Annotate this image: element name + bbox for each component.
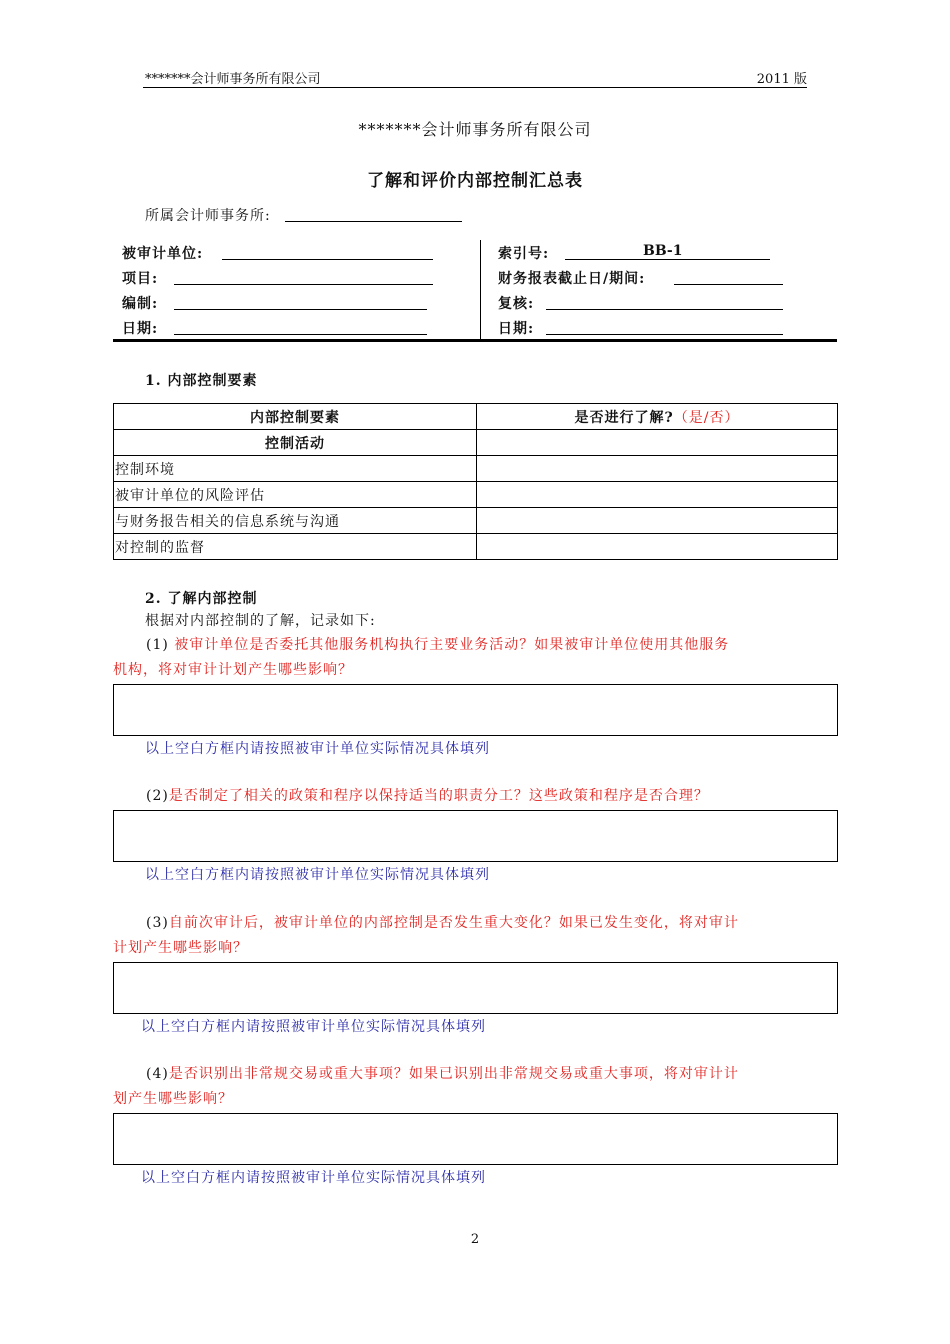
project-field[interactable] bbox=[174, 284, 433, 285]
box-note-3: 以上空白方框内请按照被审计单位实际情况具体填列 bbox=[141, 1019, 486, 1035]
question-3-number: (3) bbox=[146, 915, 169, 931]
table-row bbox=[114, 508, 838, 534]
office-label: 所属会计师事务所: bbox=[145, 208, 271, 224]
entity-label: 被审计单位: bbox=[122, 246, 204, 262]
answer-box-4[interactable] bbox=[113, 1113, 838, 1165]
table-header-row bbox=[114, 404, 838, 430]
question-4-text-line2: 划产生哪些影响？ bbox=[113, 1091, 233, 1107]
date-label-right: 日期: bbox=[498, 321, 535, 337]
question-2 bbox=[113, 784, 838, 809]
date-label-left: 日期: bbox=[122, 321, 159, 337]
col-header-yes-no: （是/否） bbox=[673, 409, 740, 426]
box-note-4: 以上空白方框内请按照被审计单位实际情况具体填列 bbox=[141, 1170, 486, 1186]
col-header-elements: 内部控制要素 bbox=[114, 404, 477, 430]
question-4-text-line1: 是否识别出非常规交易或重大事项？如果已识别出非常规交易或重大事项，将对审计计 bbox=[168, 1066, 739, 1082]
prepared-field[interactable] bbox=[174, 309, 427, 310]
question-1-text-line2: 机构，将对审计计划产生哪些影响？ bbox=[113, 662, 353, 678]
row-label: 与财务报告相关的信息系统与沟通 bbox=[114, 508, 477, 534]
header-edition: 2011 版 bbox=[756, 72, 807, 87]
question-2-text-line1: 是否制定了相关的政策和程序以保持适当的职责分工？这些政策和程序是否合理？ bbox=[168, 788, 709, 804]
col-header-understood-text: 是否进行了解? bbox=[574, 409, 674, 426]
table-row bbox=[114, 456, 838, 482]
info-divider bbox=[480, 240, 481, 339]
page-title: 了解和评价内部控制汇总表 bbox=[367, 171, 583, 191]
header-firm-name: *******会计师事务所有限公司 bbox=[145, 72, 321, 87]
cell-answer[interactable] bbox=[477, 534, 838, 560]
section2-intro: 根据对内部控制的了解，记录如下: bbox=[145, 613, 376, 629]
table-row bbox=[114, 534, 838, 560]
question-4 bbox=[113, 1062, 838, 1112]
question-1-text-line1: 被审计单位是否委托其他服务机构执行主要业务活动？如果被审计单位使用其他服务 bbox=[174, 637, 730, 653]
section1-heading: 1. 内部控制要素 bbox=[145, 373, 258, 389]
date-field-left[interactable] bbox=[174, 334, 427, 335]
question-1 bbox=[113, 633, 838, 683]
office-field[interactable] bbox=[285, 221, 462, 222]
cell-answer[interactable] bbox=[477, 430, 838, 456]
cell-answer[interactable] bbox=[477, 508, 838, 534]
question-1-number: (1) bbox=[146, 637, 169, 653]
index-value: BB-1 bbox=[643, 243, 683, 259]
answer-box-1[interactable] bbox=[113, 684, 838, 736]
box-note-2: 以上空白方框内请按照被审计单位实际情况具体填列 bbox=[145, 867, 490, 883]
row-label: 控制环境 bbox=[114, 456, 477, 482]
col-header-understood bbox=[477, 404, 838, 430]
period-label: 财务报表截止日/期间: bbox=[498, 271, 646, 287]
period-field[interactable] bbox=[674, 284, 783, 285]
entity-field[interactable] bbox=[222, 259, 433, 260]
table-row bbox=[114, 430, 838, 456]
page-number: 2 bbox=[470, 1232, 480, 1247]
row-label: 被审计单位的风险评估 bbox=[114, 482, 477, 508]
row-control-activities: 控制活动 bbox=[114, 430, 477, 456]
cell-answer[interactable] bbox=[477, 482, 838, 508]
question-4-number: (4) bbox=[146, 1066, 169, 1082]
index-field[interactable] bbox=[565, 259, 770, 260]
table-row bbox=[114, 482, 838, 508]
date-field-right[interactable] bbox=[546, 334, 783, 335]
answer-box-2[interactable] bbox=[113, 810, 838, 862]
index-label: 索引号: bbox=[498, 246, 550, 262]
review-field[interactable] bbox=[546, 309, 783, 310]
question-3 bbox=[113, 911, 838, 961]
question-2-number: (2) bbox=[146, 788, 169, 804]
row-label: 对控制的监督 bbox=[114, 534, 477, 560]
review-label: 复核: bbox=[498, 296, 535, 312]
project-label: 项目: bbox=[122, 271, 159, 287]
header-rule bbox=[143, 87, 807, 88]
section2-heading: 2. 了解内部控制 bbox=[145, 591, 258, 607]
question-3-text-line2: 计划产生哪些影响？ bbox=[113, 940, 248, 956]
internal-control-table bbox=[113, 403, 838, 560]
cell-answer[interactable] bbox=[477, 456, 838, 482]
box-note-1: 以上空白方框内请按照被审计单位实际情况具体填列 bbox=[145, 741, 490, 757]
prepared-label: 编制: bbox=[122, 296, 159, 312]
question-3-text-line1: 自前次审计后，被审计单位的内部控制是否发生重大变化？如果已发生变化，将对审计 bbox=[168, 915, 739, 931]
info-bottom-rule bbox=[113, 339, 837, 342]
answer-box-3[interactable] bbox=[113, 962, 838, 1014]
firm-name: *******会计师事务所有限公司 bbox=[358, 120, 592, 139]
